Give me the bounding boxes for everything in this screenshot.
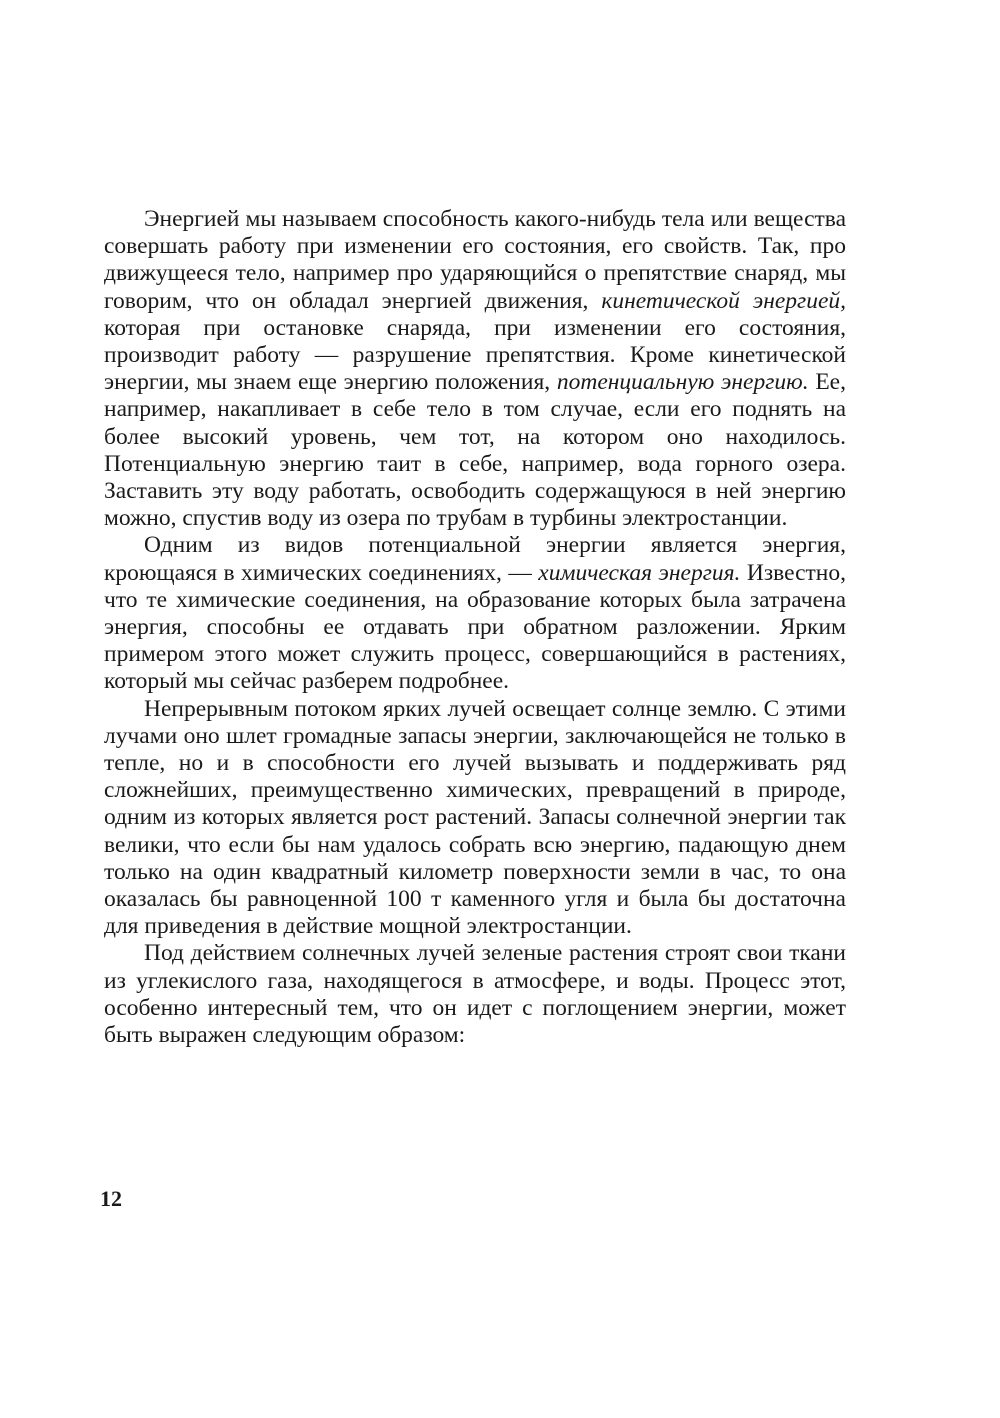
paragraph-chemical-energy [104,532,846,695]
text-segment: Непрерывным потоком ярких лучей освещает солнце землю. С этими лучами оно шлет громадные запасы энергии, заключающейся не только в тепле, но и в способности его лучей вызывать и поддерживать ряд сложнейших, преимущественно химических, превращений в природе, одним из которых является рост растений. Запасы солнечной энергии так велики, что если бы нам удалось собрать всю энергию, падающую днем только на один квадратный километр поверхности земли в час, то она оказалась бы равноценной 100 т каменного угля и была бы достаточна для приведения в действие мощной электростанции. [104,695,846,940]
text-segment: Одним из видов потенциальной энергии является энергия, кроющаяся в химических соединениях, — [104,532,846,586]
paragraph-photosynthesis [104,940,846,1049]
paragraph-solar-energy [104,696,846,941]
text-segment: Энергией мы называем способность какого-нибудь тела или вещества совершать работу при изменении его состояния, его свойств. Так, про движущееся тело, например про ударяющийся о препятствие снаряд, мы говорим, что он обладал энергией движения, [104,206,846,314]
text-segment: которая при остановке снаряда, при изменении его состояния, производит работу — разрушение препятствия. Кроме кинетической энергии, мы знаем еще энергию положения, [104,314,846,396]
italic-term-potential-energy: потенциальную энергию. [556,369,809,396]
paragraph-kinetic-potential-energy [104,206,846,532]
italic-term-kinetic-energy: кинетической энергией, [601,287,847,314]
italic-term-chemical-energy: химическая энергия. [538,559,741,586]
body-text [104,206,846,1049]
text-segment: Известно, что те химические соединения, на образование которых была затрачена энергия, способны ее отдавать при обратном разложении. Ярким примером этого может служить процесс, совершающийся в растениях, который мы сейчас разберем подробнее. [104,559,846,695]
text-segment: Ее, например, накапливает в себе тело в том случае, если его поднять на более высокий уровень, чем тот, на котором оно находилось. Потенциальную энергию таит в себе, например, вода горного озера. Заставить эту воду работать, освободить содержащуюся в ней энергию можно, спустив воду из озера по трубам в турбины электростанции. [104,369,846,532]
text-segment: Под действием солнечных лучей зеленые растения строят свои ткани из углекислого газа, находящегося в атмосфере, и воды. Процесс этот, особенно интересный тем, что он идет с поглощением энергии, может быть выражен следующим образом: [104,940,846,1049]
page-number: 12 [100,1186,122,1211]
